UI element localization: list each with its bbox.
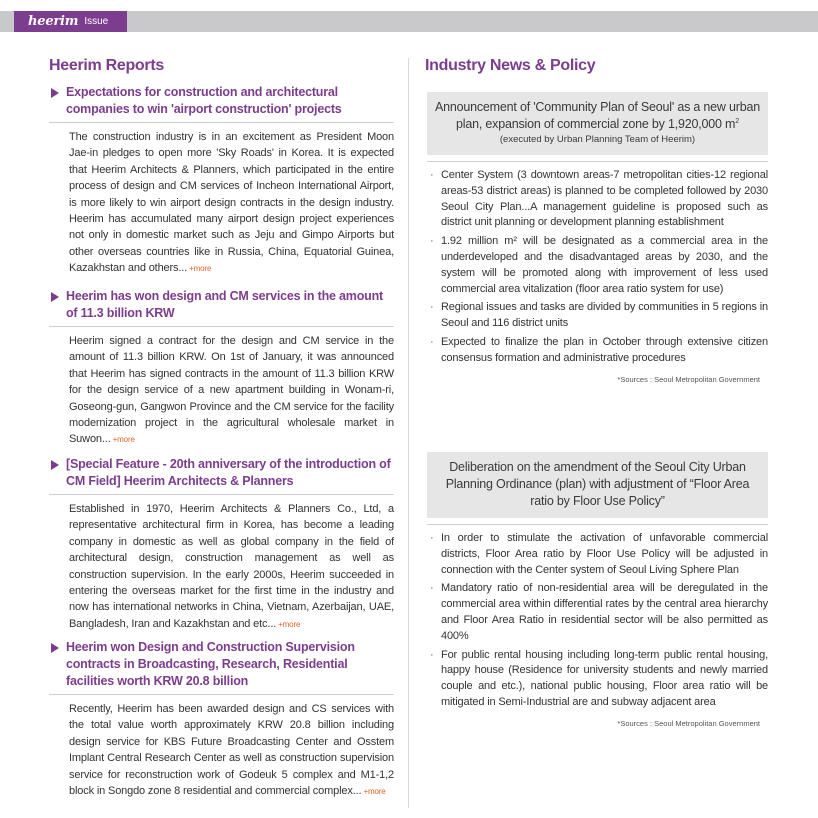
article-headline-text: Heerim won Design and Construction Supervision contracts in Broadcasting, Research, Residential facilities worth KRW 20.8 billion [66,640,355,688]
policy-header [427,92,768,155]
more-link[interactable]: +more [278,619,301,629]
list-item [427,300,768,332]
list-item-text: For public rental housing including long-term public rental housing, happy house (Residence for university students and newly married couple and etc.), national public housing, Floor area ratio will be mitigated in Semi-Industrial are and subway adjacent area [441,648,768,708]
divider [49,694,394,695]
more-link[interactable]: +more [363,787,386,797]
triangle-bullet-icon [51,88,59,98]
bullet-dot-icon: · [430,301,434,314]
article-headline[interactable] [49,84,394,118]
article-body [69,701,394,800]
bullet-dot-icon: · [430,335,434,348]
policy-bullet-list [427,531,768,711]
article-body [69,333,394,449]
header-bar [0,11,818,32]
list-item [427,648,768,711]
policy-block [427,452,768,728]
section-label: Issue [84,16,109,27]
report-article [49,456,394,633]
source-note: *Sources : Seoul Metropolitan Government [617,718,760,728]
policy-subtitle: (executed by Urban Planning Team of Heerim) [499,134,696,145]
article-headline[interactable] [49,456,394,490]
source-note: *Sources : Seoul Metropolitan Government [617,374,760,384]
list-item [427,581,768,644]
list-item-text: Mandatory ratio of non-residential area will be deregulated in the commercial area within differential rates by the central area hierarchy and Floor Area Ratio in residential sector will be also permitted as 400% [441,582,768,642]
divider [49,326,394,327]
article-body-text: Recently, Heerim has been awarded design and CS services with the total value worth approximately KRW 20.8 billion including design service for KBS Future Broadcasting Center and Osstem Implant Central Research Center as well as construction supervision service for reconstruction work of Godeuk 5 complex and M1-1,2 block in Songdo zone 8 residential and commercial complex... [69,703,394,798]
news-title: Industry News & Policy [425,57,596,74]
column-divider [408,58,409,808]
triangle-bullet-icon [51,460,59,470]
bullet-dot-icon: · [430,648,434,661]
list-item-text: In order to stimulate the activation of unfavorable commercial districts, Floor Area ratio by Floor Use Policy will be adjusted in connection with the Center system of Seoul Living Sphere Plan [441,532,768,576]
article-headline-text: Heerim has won design and CM services in the amount of 11.3 billion KRW [66,289,383,320]
article-body [69,501,394,633]
policy-bullet-list [427,168,768,367]
bullet-dot-icon: · [430,235,434,248]
triangle-bullet-icon [51,292,59,302]
article-body [69,129,394,278]
list-item [427,335,768,367]
policy-block [427,92,768,384]
list-item [427,168,768,231]
divider [427,524,768,525]
brand-tab [14,11,127,32]
article-headline[interactable] [49,639,394,690]
list-item [427,531,768,578]
list-item [427,234,768,297]
article-headline-text: [Special Feature - 20th anniversary of the introduction of CM Field] Heerim Architects & Planners [66,457,391,488]
article-body-text: Established in 1970, Heerim Architects & Planners Co., Ltd, a representative architectural firm in Korea, has become a leading company in domestic as well as global company in the field of architectural design, construction management as well as construction supervision. In the early 2000s, Heerim succeeded in entering the overseas market for the first time in the industry and now has international networks in China, Vietnam, Azerbaijan, UAE, Bangladesh, Iran and Kazakhstan and etc... [69,503,394,630]
article-headline[interactable] [49,288,394,322]
brand-name: heerim [28,14,79,29]
superscript: 2 [735,117,739,125]
bullet-dot-icon: · [430,169,434,181]
divider [49,494,394,495]
list-item-text: Center System (3 downtown areas-7 metropolitan cities-12 regional areas-53 district areas) is planned to be completed followed by 2030 Seoul City Plan...A management guideline is proposed such as district unit planning or development planning establishment [441,169,768,229]
article-body-text: The construction industry is in an excitement as President Moon Jae-in pledges to open more 'Sky Roads' in Korea. It is expected that Heerim Architects & Planners, which participated in the entire process of design and CM services of Incheon International Airport, is more likely to win airport design contracts in the design industry. Heerim has accumulated many airport design project experiences not only in domestic market such as Jeju and Gimpo Airports but other overseas countries like in Russia, China, Equatorial Guinea, Kazakhstan and others... [69,131,394,275]
reports-title: Heerim Reports [49,57,164,74]
report-article [49,84,394,278]
list-item-text: Regional issues and tasks are divided by communities in 5 regions in Seoul and 116 district units [441,301,768,330]
bullet-dot-icon: · [430,582,434,595]
triangle-bullet-icon [51,643,59,653]
report-article [49,639,394,800]
bullet-dot-icon: · [430,532,434,544]
list-item-text: Expected to finalize the plan in October through extensive citizen consensus formation and administrative procedures [441,335,768,364]
policy-title-text: Announcement of 'Community Plan of Seoul' as a new urban plan, expansion of commercial zone by 1,920,000 m [434,100,761,131]
divider [427,161,768,162]
divider [49,122,394,123]
policy-header [427,452,768,518]
article-headline-text: Expectations for construction and architectural companies to win 'airport construction' projects [66,85,342,116]
policy-title [433,99,762,133]
policy-title: Deliberation on the amendment of the Seoul City Urban Planning Ordinance (plan) with adjustment of “Floor Area ratio by Floor Use Policy” [445,460,750,508]
more-link[interactable]: +more [112,435,135,445]
report-article [49,288,394,449]
list-item-text: 1.92 million m² will be designated as a commercial area in the underdeveloped and the disadvantaged areas by 2030, and the system will be promoted along with improvement of less used commercial area vitalization (floor area ratio system for use) [441,235,768,295]
more-link[interactable]: +more [189,264,212,274]
article-body-text: Heerim signed a contract for the design and CM service in the amount of 11.3 billion KRW. On 1st of January, it was announced that Heerim has signed contracts in the amount of 11.3 billion KRW for the design service of a new apartment building in Wonam-ri, Goseong-gun, Gangwon Province and the CM service for the facility modernization project in the agricultural wholesale market in Suwon... [69,335,394,446]
